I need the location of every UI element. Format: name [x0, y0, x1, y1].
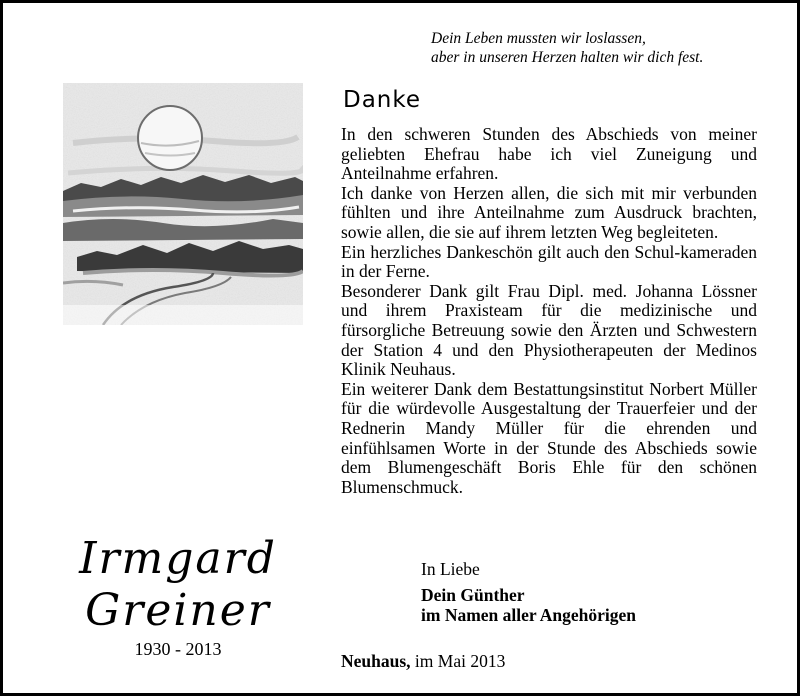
paragraph: Ein herzliches Dankeschön gilt auch den Schul-kameraden in der Ferne. — [341, 241, 757, 282]
signature-block — [421, 585, 636, 625]
thanks-text — [341, 125, 757, 497]
motto-quote — [431, 29, 703, 67]
place-date — [341, 651, 505, 672]
paragraph: Besonderer Dank gilt Frau Dipl. med. Johanna Lössner und ihrem Praxisteam für die medizinische und fürsorgliche Betreuung sowie den Ärzten und Schwestern der Station 4 und den Physiotherapeuten der Medinos Klinik Neuhaus. — [341, 280, 757, 380]
paragraph: In den schweren Stunden des Abschieds von meiner geliebten Ehefrau habe ich viel Zuneigung und Anteilnahme erfahren. — [341, 124, 757, 184]
motto-line-2: aber in unseren Herzen halten wir dich fest. — [431, 49, 704, 66]
place-month: im Mai 2013 — [414, 651, 506, 671]
thanks-heading: Danke — [343, 87, 422, 113]
sunset-landscape-drawing — [63, 83, 303, 325]
deceased-last-name: Greiner — [85, 585, 271, 636]
place-town: Neuhaus, — [341, 651, 411, 671]
life-dates: 1930 - 2013 — [134, 639, 222, 659]
motto-line-1: Dein Leben mussten wir loslassen, — [431, 30, 646, 47]
paragraph: Ein weiterer Dank dem Bestattungsinstitut Norbert Müller für die würdevolle Ausgestaltung der Trauerfeier und der Rednerin Mandy Müller für die ehrenden und einfühlsamen Worte in der Stunde des Abschieds sowie dem Blumengeschäft Boris Ehle für den schönen Blumenschmuck. — [341, 378, 757, 497]
signer-name: Dein Günther — [421, 585, 525, 605]
in-love-line: In Liebe — [421, 559, 480, 579]
signer-relation: im Namen aller Angehörigen — [421, 605, 637, 625]
deceased-first-name: Irmgard — [79, 533, 277, 584]
paragraph: Ich danke von Herzen allen, die sich mit mir verbunden fühlten und ihre Anteilnahme zum Ausdruck brachten, sowie allen, die sie auf ihrem letzten Weg begleiteten. — [341, 182, 757, 242]
